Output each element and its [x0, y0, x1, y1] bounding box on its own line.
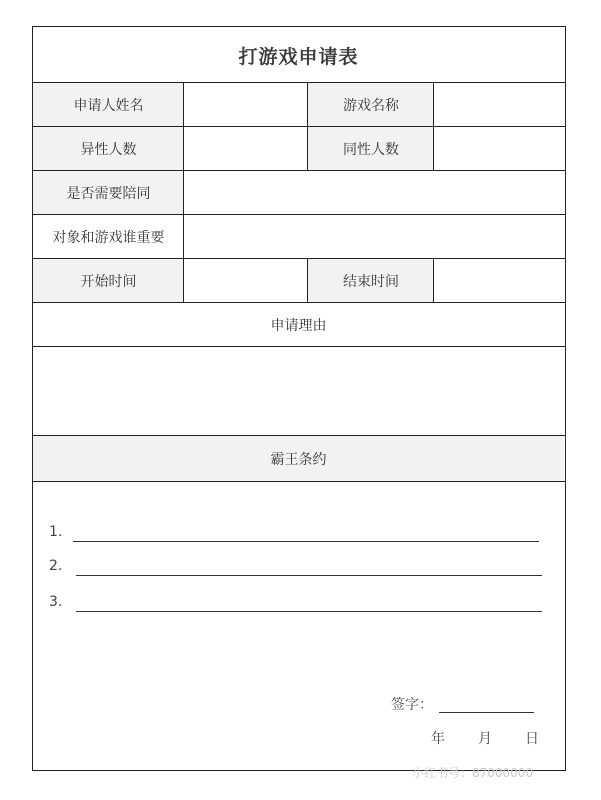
label-start-time: 开始时间 — [33, 259, 184, 303]
input-game-name[interactable] — [434, 83, 564, 127]
input-end-time[interactable] — [434, 259, 564, 303]
input-start-time[interactable] — [184, 259, 308, 303]
label-need-company: 是否需要陪同 — [33, 171, 184, 215]
watermark-text: 小红书号：87000000 — [412, 766, 534, 780]
signature-line[interactable] — [439, 712, 534, 713]
reason-input[interactable] — [33, 347, 564, 436]
label-opposite-sex-count: 异性人数 — [33, 127, 184, 171]
reason-header: 申请理由 — [270, 318, 327, 334]
date-day-label: 日 — [525, 731, 539, 747]
label-same-sex-count: 同性人数 — [308, 127, 434, 171]
label-applicant-name: 申请人姓名 — [33, 83, 184, 127]
form-title: 打游戏申请表 — [238, 45, 359, 68]
input-same-sex-count[interactable] — [434, 127, 564, 171]
input-need-company[interactable] — [184, 171, 564, 215]
label-end-time: 结束时间 — [308, 259, 434, 303]
input-partner-vs-game[interactable] — [184, 215, 564, 259]
signature-label: 签字： — [391, 697, 433, 713]
input-opposite-sex-count[interactable] — [184, 127, 308, 171]
term-item-2-line[interactable] — [76, 575, 542, 576]
term-item-1-line[interactable] — [73, 541, 539, 542]
term-item-3-line[interactable] — [76, 611, 542, 612]
date-year-label: 年 — [431, 731, 445, 747]
term-item-2-number: 2. — [49, 558, 63, 574]
label-partner-vs-game: 对象和游戏谁重要 — [52, 230, 165, 246]
terms-header: 霸王条约 — [33, 436, 564, 482]
input-applicant-name[interactable] — [184, 83, 308, 127]
application-form — [32, 26, 566, 771]
label-game-name: 游戏名称 — [308, 83, 434, 127]
term-item-1-number: 1. — [49, 524, 63, 540]
date-month-label: 月 — [478, 731, 492, 747]
term-item-3-number: 3. — [49, 594, 63, 610]
